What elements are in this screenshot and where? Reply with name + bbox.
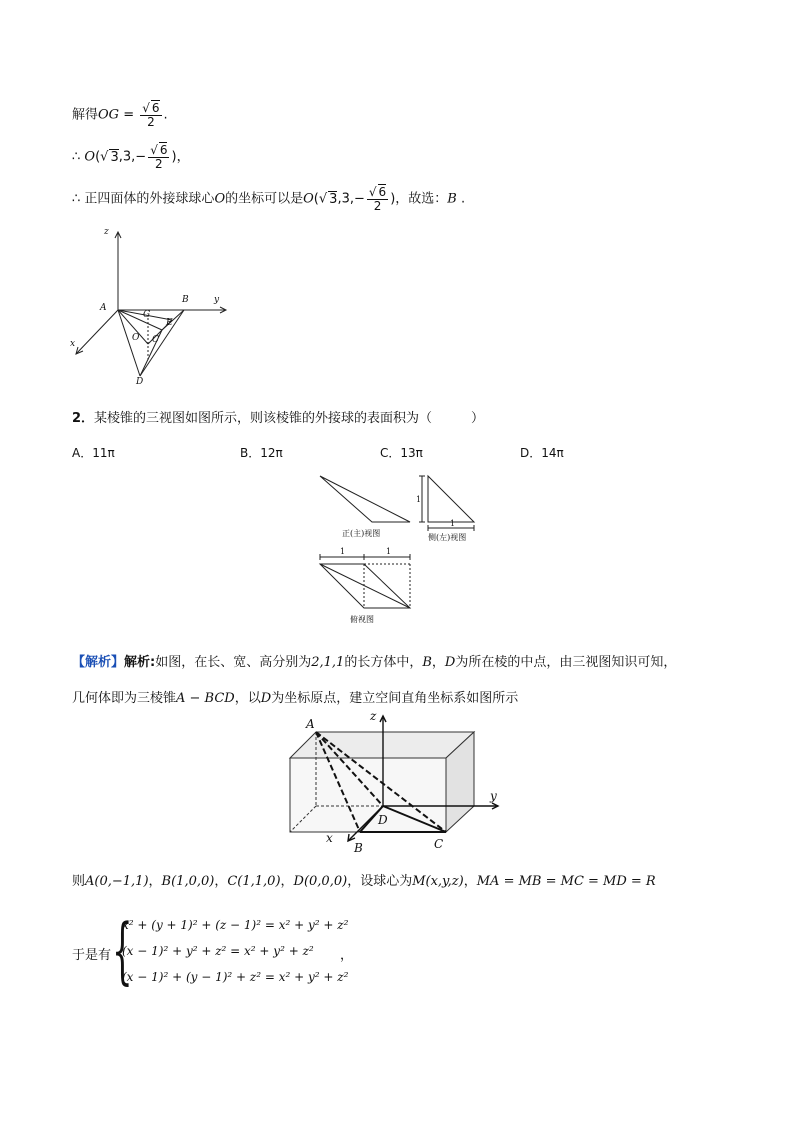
label-z: z	[104, 227, 109, 237]
label-d-2: D	[378, 813, 388, 827]
side-view-caption: 侧(左)视图	[428, 533, 467, 542]
equation-3: (x − 1)² + (y − 1)² + z² = x² + y² + z²	[122, 970, 349, 984]
three-view-figure	[312, 470, 484, 626]
solution-line-1: 【解析】解析:如图，在长、宽、高分别为2,1,1的长方体中，B，D为所在棱的中点，由三视图知识可知，	[72, 655, 677, 670]
top-left-label: 1	[340, 547, 346, 556]
equation-1: x² + (y + 1)² + (z − 1)² = x² + y² + z²	[122, 918, 349, 932]
label-x-2: x	[326, 831, 333, 845]
label-e: E	[166, 318, 173, 328]
option-d[interactable]: D．14π	[520, 446, 564, 460]
top-right-label: 1	[386, 547, 392, 556]
top-view-caption: 俯视图	[350, 615, 374, 624]
front-view-caption: 正(主)视图	[342, 529, 381, 538]
label-c: C	[152, 335, 159, 345]
option-a[interactable]: A．11π	[72, 446, 115, 460]
side-view-shape	[428, 476, 474, 522]
solution-line-2: 几何体即为三棱锥A − BCD，以D为坐标原点，建立空间直角坐标系如图所示	[72, 691, 519, 706]
cuboid-figure	[282, 706, 512, 856]
center-coordinates: ∴ O(√ 3,3,− $\frac{√ 6}{2}$ )，	[72, 143, 190, 171]
label-y-2: y	[490, 789, 497, 803]
label-b-2: B	[354, 841, 363, 855]
front-view-shape	[320, 476, 410, 522]
label-c-2: C	[434, 837, 444, 851]
equation-2: (x − 1)² + y² + z² = x² + y² + z²	[122, 944, 314, 958]
label-d: D	[136, 377, 144, 387]
system-lead: 于是有	[72, 948, 112, 963]
system-brace: {	[112, 908, 133, 992]
side-width-label: 1	[450, 519, 456, 528]
label-b: B	[182, 295, 189, 305]
conclusion-line: ∴ 正四面体的外接球球心O的坐标可以是O(√ 3,3,− $\frac{√ 6}{2}$ )，故选：B .	[72, 185, 466, 213]
option-c[interactable]: C．13π	[380, 446, 423, 460]
label-a-2: A	[306, 717, 315, 731]
system-trailing-comma: ，	[340, 948, 354, 963]
coordinates-line: 则A(0,−1,1)，B(1,0,0)，C(1,1,0)，D(0,0,0)，设球心为M(x,y,z)，MA = MB = MC = MD = R	[72, 874, 656, 889]
label-g: G	[143, 310, 151, 320]
label-x: x	[70, 339, 76, 349]
option-b[interactable]: B．12π	[240, 446, 283, 460]
x-axis	[76, 310, 118, 354]
question-2: 2．某棱锥的三视图如图所示，则该棱锥的外接球的表面积为（ ）	[72, 411, 485, 426]
side-height-label: 1	[416, 495, 422, 504]
label-z-2: z	[370, 709, 377, 723]
label-y: y	[214, 295, 220, 305]
label-a: A	[100, 303, 107, 313]
tetrahedron-figure	[66, 222, 236, 390]
label-o: O	[132, 333, 140, 343]
equation-og: 解得OG = $\frac{√ 6}{2}$ .	[72, 101, 168, 129]
